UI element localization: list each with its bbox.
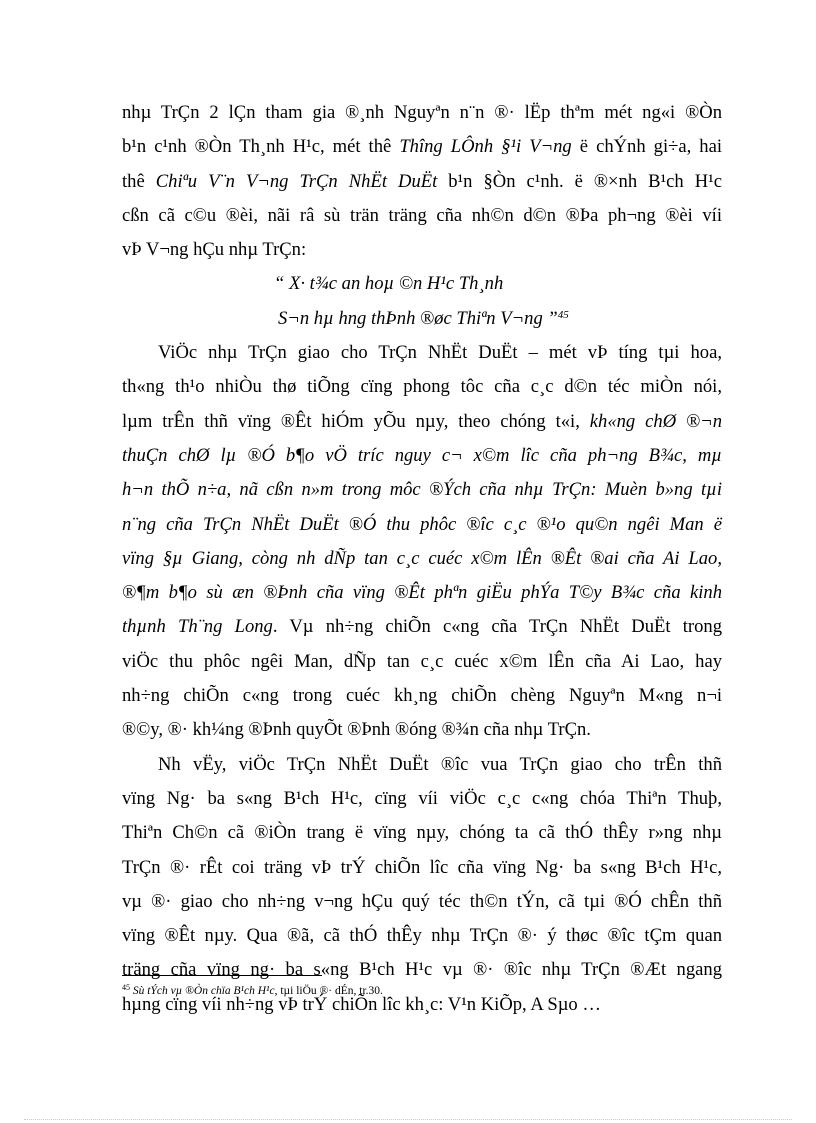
footnote-number: 45 [122,983,130,992]
person-name: Chiªu V¨n V¬ng TrÇn NhËt DuËt [155,170,438,192]
footnote-source-detail: , tµi liÖu ®· dÉn, tr.30. [274,985,383,997]
verse-line: “ X· t¾c an hoµ ©n H¹c Th¸nh [274,273,504,295]
text-line: träng cña vïng ng· ba s«ng B¹ch H¹c vµ ®· ®îc nhµ TrÇn ®Æt ngang [122,959,722,981]
body-text [122,96,722,1022]
text-line: ®©y, ®· kh¼ng ®Þnh quyÕt ®Þnh ®óng ®¾n cña nhµ TrÇn. [122,719,591,741]
text-line: vµ ®· giao cho nh÷ng v¬ng hÇu quý téc th©n tÝn, cã tµi ®Ó chÊn thñ [122,890,722,912]
text-line: ®¶m b¶o sù æn ®Þnh cña vïng ®Êt phªn giËu phÝa T©y B¾c cña kinh [122,582,722,604]
text-line: nh÷ng chiÕn c«ng trong cuéc kh¸ng chiÕn chèng Nguyªn M«ng n¬i [122,685,722,707]
paragraph-2 [122,336,722,748]
text-line: b¹n c¹nh ®Òn Th¸nh H¹c, mét thê Thîng LÔnh §¹i V¬ng ë chÝnh gi÷a, hai [122,136,722,158]
footnote [122,983,722,999]
text-line: nhµ TrÇn 2 lÇn tham gia ®¸nh Nguyªn n¨n ®· lËp thªm mét ng«i ®Òn [122,102,722,123]
text-line: ViÖc nhµ TrÇn giao cho TrÇn NhËt DuËt – mét vÞ tíng tµi hoa, [158,342,722,364]
text-line: Thiªn Ch©n cã ®iÒn trang ë vïng nµy, chóng ta cã thÓ thÊy r»ng nhµ [122,822,722,844]
paragraph-1 [122,96,722,267]
text-line: lµm trÊn thñ vïng ®Êt hiÓm yÕu nµy, theo chóng t«i, kh«ng chØ ®¬n [122,410,723,432]
footnote-source-title: Sù tÝch vµ ®Òn chïa B¹ch H¹c [130,985,275,997]
text-line: viÖc thu phôc ngêi Man, dÑp tan c¸c cuéc x©m lÊn cña Ai Lao, hay [122,650,722,672]
text-line: TrÇn ®· rÊt coi träng vÞ trÝ chiÕn lîc cña vïng Ng· ba s«ng B¹ch H¹c, [122,856,722,878]
verse-quote [122,267,722,336]
temple-name: Thîng LÔnh §¹i V¬ng [399,136,572,158]
page-bottom-edge [24,1119,792,1120]
text-line: Nh vËy, viÖc TrÇn NhËt DuËt ®îc vua TrÇn giao cho trÊn thñ [158,753,722,775]
text-line: n¨ng cña TrÇn NhËt DuËt ®Ó thu phôc ®îc c¸c ®¹o qu©n ngêi Man ë [122,513,722,535]
text-line: vïng §µ Giang, còng nh dÑp tan c¸c cuéc x©m lÊn ®Êt ®ai cña Ai Lao, [122,547,722,569]
text-line: th«ng th¹o nhiÒu thø tiÕng cïng phong tôc cña c¸c d©n téc miÒn nói, [122,376,722,398]
text-line: hµng cïng víi nh÷ng vÞ trÝ chiÕn lîc kh¸c: V¹n KiÕp, A Sµo … [122,993,601,1015]
text-line: thê Chiªu V¨n V¬ng TrÇn NhËt DuËt b¹n §Òn c¹nh. ë ®×nh B¹ch H¹c [122,170,722,192]
footnote-reference: 45 [557,308,569,321]
text-line: thµnh Th¨ng Long. Vµ nh÷ng chiÕn c«ng cña TrÇn NhËt DuËt trong [122,616,722,638]
text-line: thuÇn chØ lµ ®Ó b¶o vÖ tríc nguy c¬ x©m lîc cña ph¬ng B¾c, mµ [122,444,722,466]
text-line: vïng ®Êt nµy. Qua ®ã, cã thÓ thÊy nhµ TrÇn ®· ý thøc ®îc tÇm quan [122,925,722,947]
text-line: vïng Ng· ba s«ng B¹ch H¹c, cïng víi viÖc c¸c c«ng chóa Thiªn Thuþ, [122,787,722,809]
text-line: h¬n thÕ n÷a, nã cßn n»m trong môc ®Ých cña nhµ TrÇn: Muèn b»ng tµi [122,479,722,501]
footnote-separator [122,975,322,976]
text-line: cßn cã c©u ®èi, nãi râ sù trän träng cña nh©n d©n ®Þa ph¬ng ®èi víi [122,204,722,226]
paragraph-3 [122,748,722,1022]
verse-line: S¬n hµ hng thÞnh ®øc Thiªn V¬ng ”$^{45}$ [278,307,569,329]
text-line: vÞ V¬ng hÇu nhµ TrÇn: [122,239,307,261]
